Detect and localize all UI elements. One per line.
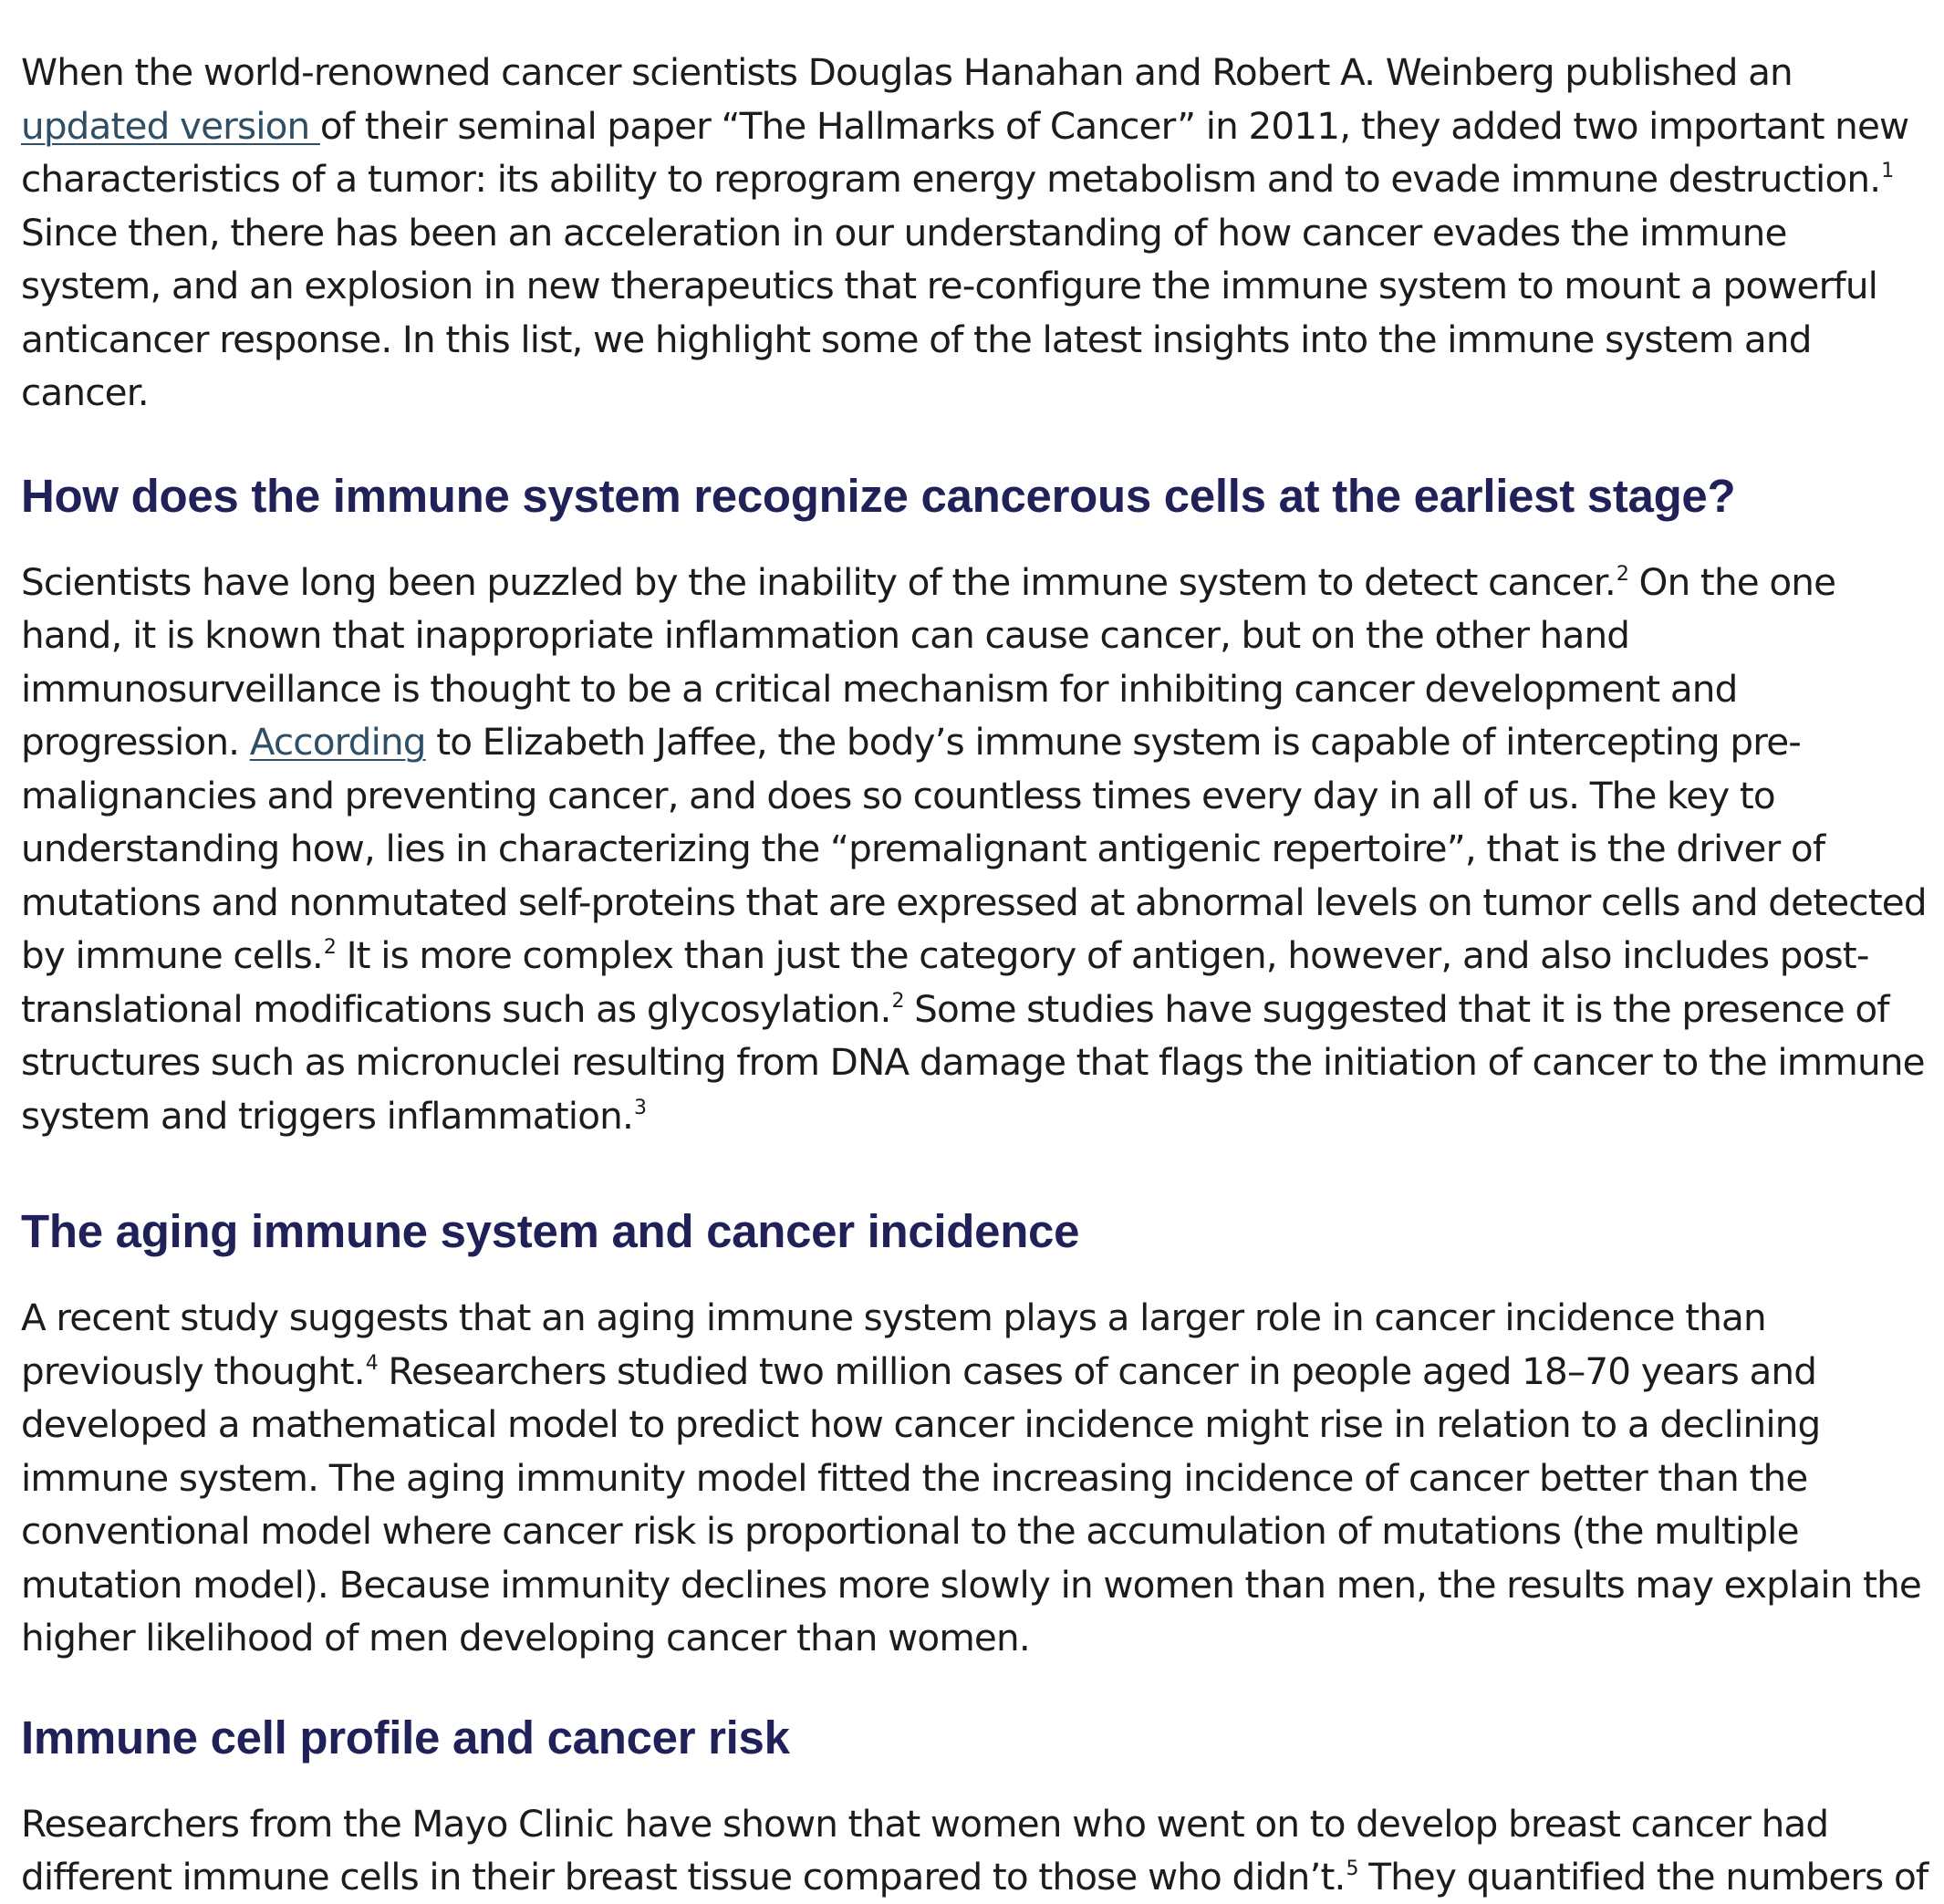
heading-immune-recognition: How does the immune system recognize cancerous cells at the earliest stage? [21, 469, 1736, 522]
text-run: A recent study suggests that an aging immune system plays a larger role in cancer incidence than previously thought. [21, 1295, 1766, 1393]
reference-4: 4 [365, 1351, 378, 1375]
text-run: Some studies have suggested that it is the presence of structures such as micronuclei resulting from DNA damage that flags the initiation of cancer to the immune system and triggers inflammation. [21, 986, 1925, 1138]
immune-cell-profile-paragraph [21, 1797, 1932, 1904]
reference-2: 2 [891, 989, 904, 1013]
article-body [21, 46, 1932, 1904]
intro-paragraph [21, 46, 1932, 420]
text-run: Researchers from the Mayo Clinic have shown that women who went on to develop breast cancer had different immune cells in their breast tissue compared to those who didn’t. [21, 1801, 1829, 1899]
reference-1: 1 [1881, 160, 1894, 182]
text-run: Scientists have long been puzzled by the inability of the immune system to detect cancer. [21, 559, 1616, 604]
immune-recognition-paragraph [21, 556, 1932, 1143]
reference-2: 2 [323, 936, 337, 959]
reference-5: 5 [1346, 1857, 1358, 1880]
aging-immune-paragraph [21, 1291, 1932, 1665]
according-link[interactable]: According [249, 720, 426, 764]
reference-2: 2 [1616, 562, 1629, 586]
text-run: It is more complex than just the category of antigen, however, and also includes post-translational modifications such as glycosylation. [21, 933, 1869, 1031]
text-run: to Elizabeth Jaffee, the body’s immune system is capable of intercepting pre-malignancies and preventing cancer, and does so countless times every day in all of us. The key to understanding how, lies in characterizing the “premalignant antigenic repertoire”, that is the driver of mutations and nonmutated self-proteins that are expressed at abnormal levels on tumor cells and detected by immune cells. [21, 720, 1927, 977]
reference-3: 3 [633, 1096, 647, 1119]
text-run: Since then, there has been an acceleration in our understanding of how cancer evades the immune system, and an explosion in new therapeutics that re-configure the immune system to mount a powerful anticancer response. In this list, we highlight some of the latest insights into the immune system and cancer. [21, 210, 1878, 414]
text-run: On the one hand, it is known that inappropriate inflammation can cause cancer, but on the other hand immunosurveillance is thought to be a critical mechanism for inhibiting cancer development and progression. [21, 559, 1836, 764]
text-run: When the world-renowned cancer scientists Douglas Hanahan and Robert A. Weinberg published an [21, 50, 1793, 94]
text-run: Researchers studied two million cases of cancer in people aged 18–70 years and developed a mathematical model to predict how cancer incidence might rise in relation to a declining immune system. The aging immunity model fitted the increasing incidence of cancer better than the conventional model where cancer risk is proportional to the accumulation of mutations (the multiple mutation model). Because immunity declines more slowly in women than men, the results may explain the higher likelihood of men developing cancer than women. [21, 1348, 1921, 1659]
updated-version-link[interactable]: updated version [21, 103, 320, 148]
text-run: of their seminal paper “The Hallmarks of Cancer” in 2011, they added two important new characteristics of a tumor: its ability to reprogram energy metabolism and to evade immune destruction. [21, 103, 1909, 201]
text-run: They quantified the numbers of [1357, 1855, 1928, 1899]
heading-immune-cell-profile: Immune cell profile and cancer risk [21, 1711, 790, 1764]
heading-aging-immune-system: The aging immune system and cancer incidence [21, 1205, 1080, 1257]
